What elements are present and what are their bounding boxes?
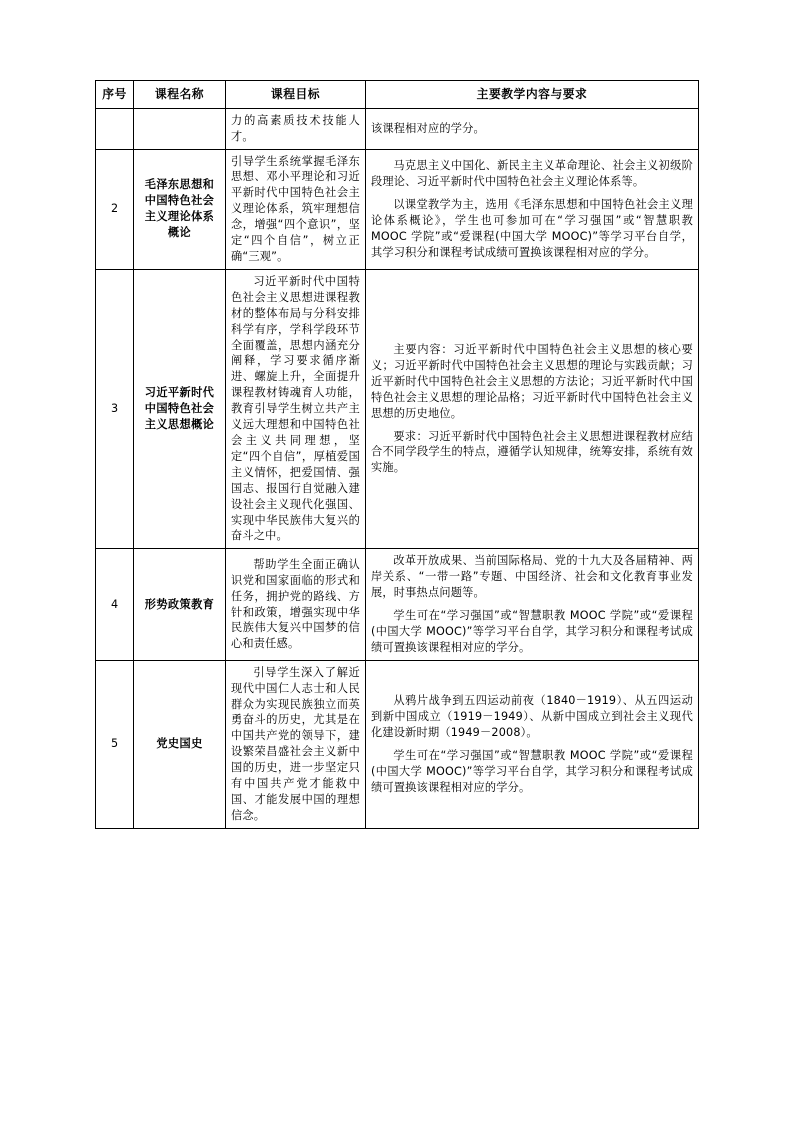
column-header-course-name: 课程名称 [134,81,226,109]
cell-course-name: 习近平新时代中国特色社会主义思想概论 [134,269,226,548]
cell-seq: 2 [96,149,134,269]
cell-goal-continued: 力的高素质技术技能人才。 [226,108,366,149]
cell-course-goal [226,269,366,548]
cell-content-requirements [366,660,699,828]
content-paragraph: 主要内容：习近平新时代中国特色社会主义思想的核心要义；习近平新时代中国特色社会主义思想的理论与实践贡献；习近平新时代中国特色社会主义思想的方法论；习近平新时代中国特色社会主义思想的理论品格；习近平新时代中国特色社会主义思想的历史地位。 [371,342,693,420]
cell-course-name: 形势政策教育 [134,549,226,660]
column-header-content-requirements: 主要教学内容与要求 [366,81,699,109]
cell-name-continued [134,108,226,149]
content-paragraph: 以课堂教学为主，选用《毛泽东思想和中国特色社会主义理论体系概论》，学生也可参加可在“学习强国”或“智慧职教 MOOC 学院”或“爱课程(中国大学 MOOC)”等学习平台自学，其学习积分和课程考试成绩可置换该课程相对应的学分。 [371,197,693,259]
content-paragraph: 学生可在“学习强国”或“智慧职教 MOOC 学院”或“爱课程(中国大学 MOOC)”等学习平台自学，其学习积分和课程考试成绩可置换该课程相对应的学分。 [371,748,693,794]
table-row [96,660,699,828]
cell-course-goal: 引导学生系统掌握毛泽东思想、邓小平理论和习近平新时代中国特色社会主义理论体系，筑牢理想信念，增强“四个意识”，坚定“四个自信”，树立正确“三观”。 [226,149,366,269]
column-header-seq: 序号 [96,81,134,109]
cell-content-continued: 该课程相对应的学分。 [366,108,699,149]
cell-course-name: 党史国史 [134,660,226,828]
cell-seq: 3 [96,269,134,548]
content-paragraph: 改革开放成果、当前国际格局、党的十九大及各届精神、两岸关系、“一带一路”专题、中国经济、社会和文化教育事业发展，时事热点问题等。 [371,554,693,600]
table-row [96,149,699,269]
goal-paragraph: 习近平新时代中国特色社会主义思想进课程教材的整体布局与分科安排科学有序，学科学段环节全面覆盖，思想内涵充分阐释，学习要求循序渐进、螺旋上升，全面提升课程教材铸魂育人功能，教育引导学生树立共产主义远大理想和中国特色社会主义共同理想，坚定“四个自信”，厚植爱国主义情怀，把爱国情、强国志、报国行自觉融入建设社会主义现代化强国、实现中华民族伟大复兴的奋斗之中。 [231,274,360,543]
content-paragraph: 从鸦片战争到五四运动前夜（1840－1919）、从五四运动到新中国成立（1919－1949）、从新中国成立到社会主义现代化建设新时期（1949－2008）。 [371,694,693,739]
cell-course-goal [226,549,366,660]
table-header-row [96,81,699,109]
column-header-course-goal: 课程目标 [226,81,366,109]
table-row [96,549,699,660]
content-paragraph: 学生可在“学习强国”或“智慧职教 MOOC 学院”或“爱课程(中国大学 MOOC)”等学习平台自学，其学习积分和课程考试成绩可置换该课程相对应的学分。 [371,609,693,654]
goal-paragraph: 引导学生深入了解近现代中国仁人志士和人民群众为实现民族独立而英勇奋斗的历史，尤其是在中国共产党的领导下，建设繁荣昌盛社会主义新中国的历史，进一步坚定只有中国共产党才能救中国、才能发展中国的理想信念。 [231,665,360,822]
goal-paragraph: 帮助学生全面正确认识党和国家面临的形式和任务，拥护党的路线、方针和政策，增强实现中华民族伟大复兴中国梦的信心和责任感。 [231,557,360,651]
table-row [96,269,699,548]
cell-content-requirements [366,549,699,660]
cell-seq: 4 [96,549,134,660]
cell-course-goal [226,660,366,828]
table-row-continued [96,108,699,149]
cell-content-requirements [366,149,699,269]
content-paragraph: 马克思主义中国化、新民主主义革命理论、社会主义初级阶段理论、习近平新时代中国特色社会主义理论体系等。 [371,159,693,188]
cell-seq: 5 [96,660,134,828]
content-paragraph: 要求：习近平新时代中国特色社会主义思想进课程教材应结合不同学段学生的特点，遵循学认知规律，统筹安排，系统有效实施。 [371,429,693,475]
curriculum-table [95,80,699,829]
cell-course-name: 毛泽东思想和中国特色社会主义理论体系概论 [134,149,226,269]
cell-content-requirements [366,269,699,548]
cell-seq-continued [96,108,134,149]
